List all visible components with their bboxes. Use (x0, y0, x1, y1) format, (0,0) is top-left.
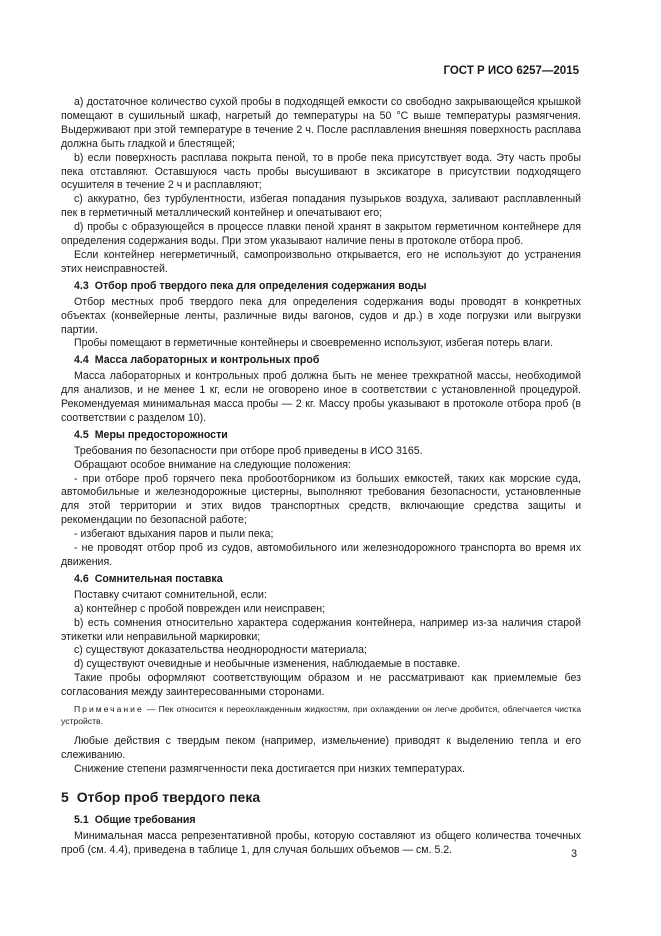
paragraph: Пробы помещают в герметичные контейнеры и своевременно используют, избегая потерь влаги. (74, 337, 554, 350)
paragraph: Масса лабораторных и контрольных проб должна быть не менее трехкратной массы, необходимой для анализов, и не менее 1 кг, если не оговорено иное в соответствии с установленной процедурой. Рекомендуемая минимальная масса пробы — 2 кг. Массу пробы указывают в протоколе отбора проб (в соответствии с разделом 10). (61, 370, 581, 424)
subsection-title: Масса лабораторных и контрольных проб (94, 354, 320, 367)
subsection-number: 4.5 (74, 428, 89, 441)
paragraph: Отбор местных проб твердого пека для определения содержания воды проводят в конкретных объектах (конвейерные ленты, различные виды вагонов, судов и др.) в ходе погрузки или выгрузки партии. (61, 295, 581, 336)
document-body (61, 96, 581, 857)
note (61, 704, 581, 727)
subsection-heading-4-4 (61, 354, 581, 368)
subsection-heading-4-5 (61, 429, 581, 443)
page-number: 3 (571, 848, 577, 860)
paragraph: b) если поверхность расплава покрыта пеной, то в пробе пека присутствует вода. Эту часть пробы пека отставляют. Оставшуюся часть пробы высушивают в эксикаторе в присутствии подходящего осушителя в течение 2 ч и расплавляют; (61, 151, 581, 192)
subsection-heading-4-6 (61, 573, 581, 587)
list-item: - при отборе проб горячего пека пробоотборником из больших емкостей, таких как морские суда, автомобильные и железнодорожные цистерны, выполняют требования безопасности, установленные для этой территории и этих видов транспортных средств, включающие средства защиты и рекомендации по безопасной работе; (61, 472, 581, 527)
list-item: - не проводят отбор проб из судов, автомобильного или железнодорожного транспорта во время их движения. (61, 542, 581, 568)
list-item: d) существуют очевидные и необычные изменения, наблюдаемые в поставке. (74, 658, 461, 671)
paragraph: Поставку считают сомнительной, если: (74, 588, 267, 601)
list-item: b) есть сомнения относительно характера содержания контейнера, например из-за наличия старой этикетки или неправильной маркировки; (61, 616, 581, 643)
subsection-title: Сомнительная поставка (94, 572, 223, 585)
subsection-number: 4.3 (74, 279, 89, 292)
paragraph: Снижение степени размягченности пека достигается при низких температурах. (74, 762, 466, 775)
section-title: Отбор проб твердого пека (76, 788, 261, 805)
subsection-heading-4-3 (61, 280, 581, 294)
paragraph: с) аккуратно, без турбулентности, избегая попадания пузырьков воздуха, заливают расплавленный пек в герметичный металлический контейнер и опечатывают его; (61, 193, 581, 220)
list-item: а) контейнер с пробой поврежден или неисправен; (74, 602, 326, 615)
section-number: 5 (61, 788, 69, 805)
subsection-title: Отбор проб твердого пека для определения содержания воды (94, 279, 427, 292)
subsection-number: 4.6 (74, 572, 89, 585)
subsection-number: 4.4 (74, 354, 89, 367)
subsection-number: 5.1 (74, 813, 89, 826)
document-header: ГОСТ Р ИСО 6257—2015 (443, 65, 579, 77)
paragraph: d) пробы с образующейся в процессе плавки пеной хранят в закрытом герметичном контейнере для определения содержания воды. При этом указывают наличие пены в протоколе отбора проб. (61, 221, 581, 248)
paragraph: Такие пробы оформляют соответствующим образом и не рассматривают как приемлемые без согласования между заинтересованными сторонами. (61, 672, 581, 699)
paragraph: а) достаточное количество сухой пробы в подходящей емкости со свободно закрывающейся крышкой помещают в сушильный шкаф, нагретый до температуры на 50 °С выше температуры размягчения. Выдерживают при этой температуре в течение 2 ч. После расплавления внешняя поверхность расплава должна быть гладкой и блестящей; (61, 96, 581, 150)
paragraph: Требования по безопасности при отборе проб приведены в ИСО 3165. (74, 444, 423, 457)
subsection-title: Меры предосторожности (94, 428, 228, 441)
paragraph: Если контейнер негерметичный, самопроизвольно открывается, его не используют до устранения этих неисправностей. (61, 248, 581, 275)
note-text: — Пек относится к переохлажденным жидкостям, при охлаждении он легче дробится, облегчается чистка устройств. (61, 704, 582, 726)
subsection-heading-5-1 (61, 814, 581, 828)
paragraph: Любые действия с твердым пеком (например, измельчение) приводят к выделению тепла и его слеживанию. (61, 735, 581, 761)
paragraph: Минимальная масса репрезентативной пробы, которую составляют из общего количества точечных проб (см. 4.4), приведена в таблице 1, для случая больших объемов — см. 5.2. (61, 829, 581, 856)
list-item: - избегают вдыхания паров и пыли пека; (74, 528, 274, 541)
paragraph: Обращают особое внимание на следующие положения: (74, 458, 351, 471)
list-item: с) существуют доказательства неоднородности материала; (74, 644, 367, 657)
note-label: Примечание (74, 704, 144, 715)
section-heading-5 (61, 788, 581, 805)
subsection-title: Общие требования (94, 813, 196, 826)
